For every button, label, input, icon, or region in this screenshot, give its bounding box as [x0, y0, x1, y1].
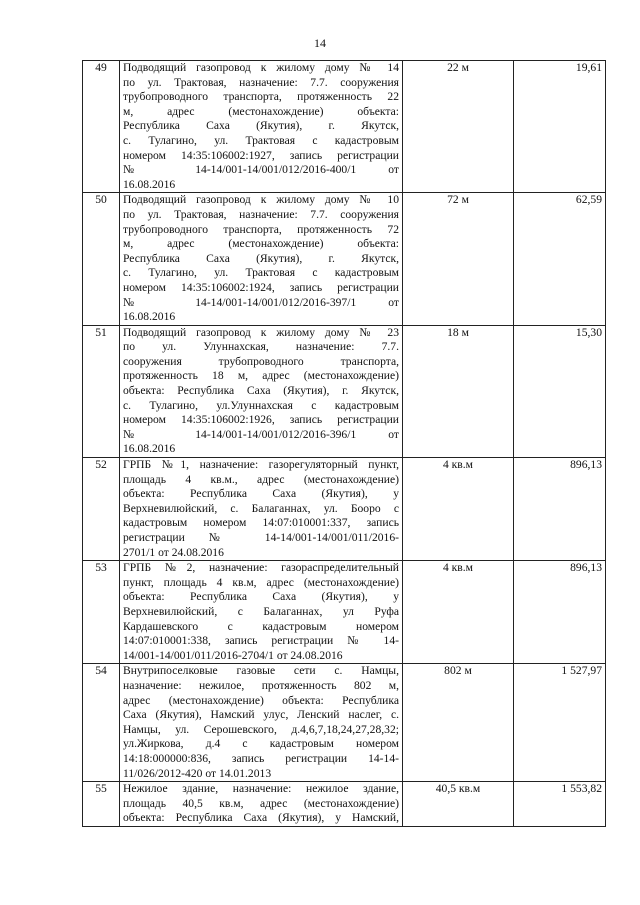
description-line: 16.08.2016: [123, 442, 176, 456]
description-line: Подводящий газопровод к жилому дому № 23: [123, 325, 399, 339]
description-line: № 14-14/001-14/001/012/2016-396/1 от: [123, 427, 399, 441]
description-line: с. Тулагино, ул.Улуннахская с кадастровым: [123, 398, 399, 412]
description-line: объекта: Республика Саха (Якутия), у: [123, 590, 399, 604]
row-number: 55: [83, 782, 120, 827]
description-line: Подводящий газопровод к жилому дому № 14: [123, 61, 399, 74]
description-line: по ул. Трактовая, назначение: 7.7. сооружения: [123, 207, 399, 221]
description-line: 16.08.2016: [123, 310, 176, 324]
row-number: 51: [83, 325, 120, 457]
property-value: 15,30: [514, 325, 606, 457]
table-row: [83, 664, 606, 782]
row-number: 54: [83, 664, 120, 782]
description-line: 14/001-14/001/011/2016-2704/1 от 24.08.2016: [123, 648, 343, 662]
table-row: [83, 782, 606, 827]
property-description: [120, 458, 403, 561]
description-line: 14:07:010001:338, запись регистрации № 14-: [123, 634, 399, 648]
property-size: 18 м: [403, 325, 514, 457]
description-line: по ул. Улуннахская, назначение: 7.7.: [123, 340, 399, 354]
table-row: [83, 458, 606, 561]
description-line: ул.Жиркова, д.4 с кадастровым номером: [123, 737, 399, 751]
registry-table-body: [83, 61, 606, 827]
description-line: Саха (Якутия), Намский улус, Ленский наслег, с.: [123, 708, 399, 722]
description-line: Подводящий газопровод к жилому дому № 10: [123, 193, 399, 207]
property-size: 40,5 кв.м: [403, 782, 514, 827]
property-value: 896,13: [514, 561, 606, 664]
page-number: 14: [314, 36, 326, 50]
description-line: площадь 4 кв.м., адрес (местонахождение): [123, 472, 399, 486]
description-line: объекта: Республика Саха (Якутия), у: [123, 487, 399, 501]
property-value: 19,61: [514, 61, 606, 193]
description-line: 11/026/2012-420 от 14.01.2013: [123, 766, 272, 780]
row-number: 52: [83, 458, 120, 561]
description-line: адрес (местонахождение) объекта: Республика: [123, 693, 399, 707]
description-line: трубопроводного транспорта, протяженность 72: [123, 222, 399, 236]
description-line: ГРПБ №2, назначение: газораспределительный: [123, 561, 399, 575]
description-line: номером 14:35:106002:1926, запись регистрации: [123, 413, 399, 427]
description-line: пункт, площадь 4 кв.м, адрес (местонахождение): [123, 575, 399, 589]
description-line: 2701/1 от 24.08.2016: [123, 545, 224, 559]
property-value: 896,13: [514, 458, 606, 561]
description-line: ГРПБ №1, назначение: газорегуляторный пункт,: [123, 458, 399, 472]
description-line: Верхневилюйский, с Балаганнах, ул Руфа: [123, 604, 399, 618]
property-value: 1 553,82: [514, 782, 606, 827]
description-line: № 14-14/001-14/001/012/2016-397/1 от: [123, 295, 399, 309]
description-line: Нежилое здание, назначение: нежилое здание,: [123, 782, 399, 796]
description-line: протяженность 18 м, адрес (местонахождение): [123, 369, 399, 383]
description-line: назначение: нежилое, протяженность 802 м,: [123, 678, 399, 692]
description-line: номером 14:35:106002:1924, запись регистрации: [123, 280, 399, 294]
row-number: 49: [83, 61, 120, 193]
property-registry-table: [82, 60, 606, 827]
property-value: 62,59: [514, 193, 606, 325]
property-description: [120, 193, 403, 325]
description-line: № 14-14/001-14/001/012/2016-400/1 от: [123, 163, 399, 177]
description-line: Республика Саха (Якутия), г. Якутск,: [123, 251, 399, 265]
description-line: площадь 40,5 кв.м, адрес (местонахождение): [123, 796, 399, 810]
description-line: трубопроводного транспорта, протяженность 22: [123, 90, 399, 104]
property-size: 4 кв.м: [403, 458, 514, 561]
description-line: Кардашевского с кадастровым номером: [123, 619, 399, 633]
description-line: Республика Саха (Якутия), г. Якутск,: [123, 119, 399, 133]
description-line: объекта: Республика Саха (Якутия), г. Якутск,: [123, 384, 399, 398]
description-line: Намцы, ул. Серошевского, д.4,6,7,18,24,27,28,32;: [123, 722, 399, 736]
description-line: сооружения трубопроводного транспорта,: [123, 354, 399, 368]
description-line: объекта: Республика Саха (Якутия), у Намский,: [123, 811, 399, 825]
property-description: [120, 782, 403, 827]
description-line: с. Тулагино, ул. Трактовая с кадастровым: [123, 133, 399, 147]
property-size: 22 м: [403, 61, 514, 193]
table-row: [83, 325, 606, 457]
description-line: м, адрес (местонахождение) объекта:: [123, 104, 399, 118]
property-description: [120, 325, 403, 457]
property-description: [120, 61, 403, 193]
description-line: по ул. Трактовая, назначение: 7.7. сооружения: [123, 75, 399, 89]
property-value: 1 527,97: [514, 664, 606, 782]
description-line: номером 14:35:106002:1927, запись регистрации: [123, 148, 399, 162]
row-number: 53: [83, 561, 120, 664]
row-number: 50: [83, 193, 120, 325]
property-description: [120, 561, 403, 664]
table-row: [83, 561, 606, 664]
description-line: 14:18:000000:836, запись регистрации 14-14-: [123, 751, 399, 765]
description-line: регистрации № 14-14/001-14/001/011/2016-: [123, 531, 399, 544]
description-line: м, адрес (местонахождение) объекта:: [123, 237, 399, 251]
description-line: с. Тулагино, ул. Трактовая с кадастровым: [123, 266, 399, 280]
description-line: 16.08.2016: [123, 177, 176, 191]
property-size: 4 кв.м: [403, 561, 514, 664]
description-line: Внутрипоселковые газовые сети с. Намцы,: [123, 664, 399, 678]
property-description: [120, 664, 403, 782]
property-size: 72 м: [403, 193, 514, 325]
table-row: [83, 61, 606, 193]
description-line: кадастровым номером 14:07:010001:337, запись: [123, 516, 399, 530]
property-size: 802 м: [403, 664, 514, 782]
table-row: [83, 193, 606, 325]
description-line: Верхневилюйский, с. Балаганнах, ул. Бооро с: [123, 501, 399, 515]
